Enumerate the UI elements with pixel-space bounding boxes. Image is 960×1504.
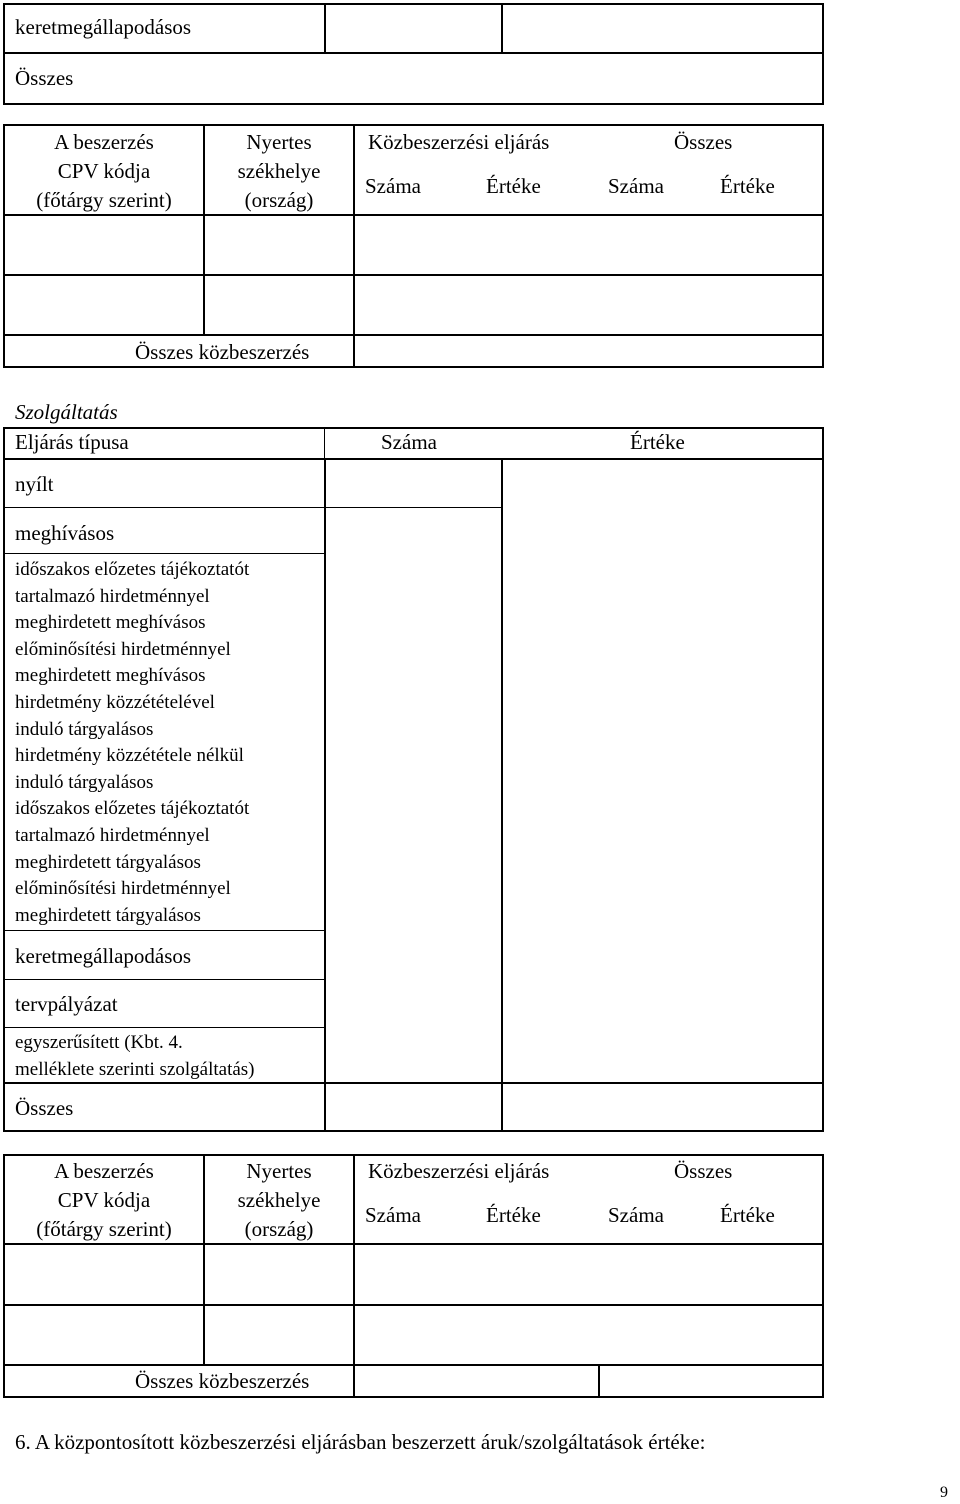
section-title-service: Szolgáltatás [15, 400, 118, 424]
all-procurement-label: Összes közbeszerzés [135, 340, 310, 364]
row-simplified: egyszerűsített (Kbt. 4. melléklete szerinti szolgáltatás) [15, 1032, 255, 1080]
procedure-type-header: Eljárás típusa [15, 430, 129, 454]
procedure-header: Közbeszerzési eljárás [368, 1159, 550, 1183]
winner-seat-header: Nyertes székhelye (ország) [237, 130, 321, 212]
row-label-framework: keretmegállapodásos [15, 15, 192, 39]
count-header: Száma [608, 174, 664, 198]
row-procedure-types-block: időszakos előzetes tájékoztatót tartalmazó hirdetménnyel meghirdetett meghívásos előminősítési hirdetménnyel meghirdetett meghívásos hirdetmény közzétételével induló tárgyalásos hirdetmény közzététele nélkül induló tárgyalásos időszakos előzetes tájékoztatót tartalmazó hirdetménnyel meghirdetett tárgyalásos előminősítési hirdetménnyel meghirdetett tárgyalásos [15, 559, 250, 926]
row-framework: keretmegállapodásos [15, 944, 192, 968]
section-heading: 6. A központosított közbeszerzési eljárásban beszerzett áruk/szolgáltatások értéke: [15, 1430, 706, 1454]
winner-seat-header: Nyertes székhelye (ország) [237, 1159, 321, 1241]
row-label-total: Összes [15, 66, 74, 90]
cpv-code-header: A beszerzés CPV kódja (főtárgy szerint) [36, 1159, 172, 1241]
count-header: Száma [381, 430, 437, 454]
all-procurement-label: Összes közbeszerzés [135, 1369, 310, 1393]
total-header: Összes [674, 1159, 733, 1183]
row-open: nyílt [15, 472, 54, 496]
count-header: Száma [608, 1203, 664, 1227]
page-number: 9 [940, 1484, 948, 1501]
value-header: Értéke [486, 174, 541, 198]
count-header: Száma [365, 1203, 421, 1227]
cpv-code-header: A beszerzés CPV kódja (főtárgy szerint) [36, 130, 172, 212]
row-total: Összes [15, 1096, 74, 1120]
row-invited: meghívásos [15, 521, 115, 545]
value-header: Értéke [630, 430, 685, 454]
value-header: Értéke [720, 174, 775, 198]
value-header: Értéke [720, 1203, 775, 1227]
count-header: Száma [365, 174, 421, 198]
row-design-contest: tervpályázat [15, 992, 118, 1016]
total-header: Összes [674, 130, 733, 154]
procedure-header: Közbeszerzési eljárás [368, 130, 550, 154]
value-header: Értéke [486, 1203, 541, 1227]
